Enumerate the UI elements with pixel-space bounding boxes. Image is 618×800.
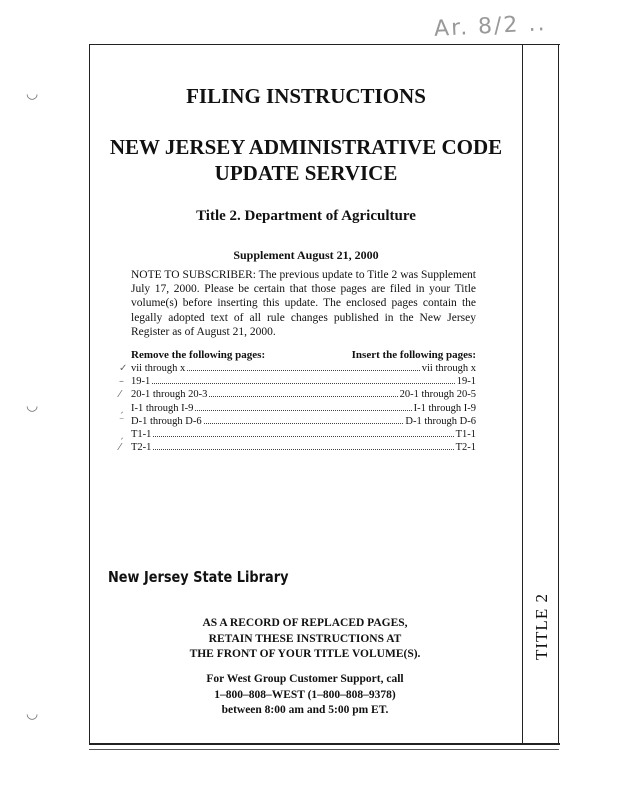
insert-header: Insert the following pages: — [351, 349, 476, 361]
checkmark-icon: ˏ — [119, 428, 124, 440]
support-phone: 1–800–808–WEST (1–800–808–9378) — [214, 688, 396, 701]
table-row — [119, 375, 476, 388]
table-row — [119, 362, 476, 375]
pages-table-header — [131, 349, 476, 361]
insert-pages: I-1 through I-9 — [413, 402, 476, 414]
supplement-date: Supplement August 21, 2000 — [233, 248, 379, 262]
table-row — [119, 402, 476, 415]
binder-hole-mark: ◡ — [26, 706, 39, 722]
remove-pages: I-1 through I-9 — [131, 402, 194, 414]
support-line: For West Group Customer Support, call — [206, 673, 404, 685]
library-stamp: New Jersey State Library — [108, 568, 289, 586]
department-heading: Title 2. Department of Agriculture — [196, 208, 416, 224]
spine-divider-right — [558, 44, 559, 744]
checkmark-icon: ⁻ — [119, 415, 125, 427]
support-hours: between 8:00 am and 5:00 pm ET. — [221, 704, 389, 716]
insert-pages: T1-1 — [455, 428, 476, 440]
page-frame-underline — [89, 749, 559, 750]
leader-dots — [152, 383, 455, 384]
pages-table — [119, 362, 476, 454]
customer-support — [180, 672, 430, 719]
table-row — [119, 441, 476, 454]
remove-pages: D-1 through D-6 — [131, 415, 202, 427]
remove-header: Remove the following pages: — [131, 349, 266, 361]
leader-dots — [195, 410, 411, 411]
checkmark-icon: ⁄ — [119, 389, 121, 401]
insert-pages: 20-1 through 20-5 — [399, 389, 476, 401]
table-row — [119, 428, 476, 441]
code-title-line: UPDATE SERVICE — [214, 161, 398, 185]
code-title — [100, 134, 512, 186]
remove-pages: T2-1 — [131, 442, 152, 454]
leader-dots — [153, 449, 453, 450]
table-row — [119, 415, 476, 428]
leader-dots — [187, 370, 420, 371]
remove-pages: T1-1 — [131, 428, 152, 440]
spine-divider-left — [522, 44, 523, 744]
binder-hole-mark: ◡ — [26, 86, 39, 102]
subscriber-note: NOTE TO SUBSCRIBER: The previous update to Title 2 was Supplement July 17, 2000. Please be certain that those pages are filed in your Title volume(s) before inserting this update. The enclosed pages contain the legally adopted text of all rule changes published in the New Jersey Register as of August 21, 2000. — [131, 269, 476, 338]
checkmark-icon: ✓ — [119, 363, 128, 374]
remove-pages: vii through x — [131, 363, 186, 374]
checkmark-icon: ˏ — [119, 402, 124, 414]
checkmark-icon: ⁄ — [119, 442, 121, 454]
leader-dots — [204, 423, 404, 424]
checkmark-icon: – — [119, 376, 124, 388]
insert-pages: 19-1 — [456, 376, 476, 388]
page-title: FILING INSTRUCTIONS — [186, 84, 426, 108]
insert-pages: vii through x — [421, 363, 476, 374]
spine-label: TITLE 2 — [532, 593, 551, 660]
leader-dots — [209, 396, 397, 397]
remove-pages: 20-1 through 20-3 — [131, 389, 208, 401]
handwritten-scan-note: Ar. 8/2 .. — [433, 11, 548, 42]
record-instructions — [180, 616, 430, 663]
code-title-line: NEW JERSEY ADMINISTRATIVE CODE — [109, 135, 503, 159]
insert-pages: D-1 through D-6 — [405, 415, 476, 427]
remove-pages: 19-1 — [131, 376, 151, 388]
insert-pages: T2-1 — [455, 442, 476, 454]
record-line: THE FRONT OF YOUR TITLE VOLUME(S). — [189, 648, 421, 660]
table-row — [119, 388, 476, 401]
record-line: AS A RECORD OF REPLACED PAGES, — [202, 617, 408, 629]
leader-dots — [153, 436, 453, 437]
record-line: RETAIN THESE INSTRUCTIONS AT — [208, 632, 402, 645]
binder-hole-mark: ◡ — [26, 398, 39, 414]
